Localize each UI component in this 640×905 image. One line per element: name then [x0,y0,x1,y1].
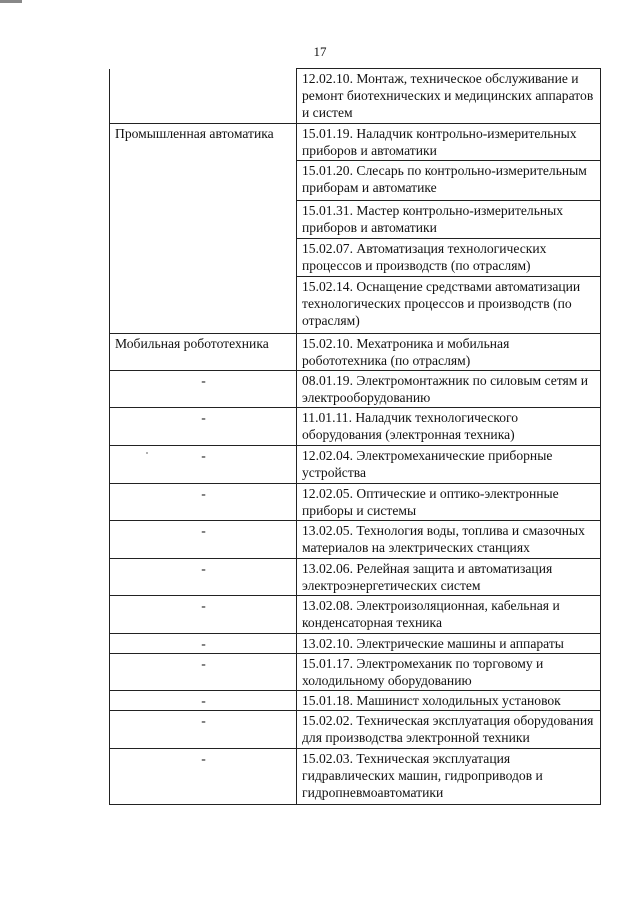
table-row [110,559,601,596]
area-cell: - [110,634,297,654]
table-row [110,654,601,691]
specialty-cell: 12.02.04. Электромеханические приборные устройства [297,446,601,484]
area-cell [110,69,297,124]
specialty-cell: 13.02.10. Электрические машины и аппараты [297,634,601,654]
area-cell: - [110,446,297,484]
area-cell: - [110,711,297,749]
area-cell: - [110,521,297,559]
specialty-cell: 11.01.11. Наладчик технологического оборудования (электронная техника) [297,408,601,446]
table-row [110,711,601,749]
specialty-cell: 15.02.02. Техническая эксплуатация оборудования для производства электронной техники [297,711,601,749]
table-row [110,484,601,521]
page-number: 17 [313,44,327,59]
table-row [110,124,601,161]
area-cell: Мобильная робототехника [110,334,297,371]
specialty-cell: 13.02.06. Релейная защита и автоматизация электроэнергетических систем [297,559,601,596]
area-cell: - [110,691,297,711]
specialties-table [109,68,601,805]
area-cell: - [110,596,297,634]
area-cell: - [110,408,297,446]
specialty-cell: 12.02.10. Монтаж, техническое обслуживание и ремонт биотехнических и медицинских аппаратов и систем [297,69,601,124]
area-cell: - [110,371,297,408]
area-cell: - [110,654,297,691]
table-row [110,334,601,371]
area-cell: - [110,559,297,596]
table-row [110,371,601,408]
table-row [110,596,601,634]
table-row [110,521,601,559]
scan-corner-mark [0,0,22,3]
specialty-cell: 13.02.05. Технология воды, топлива и смазочных материалов на электрических станциях [297,521,601,559]
specialty-cell: 13.02.08. Электроизоляционная, кабельная и конденсаторная техника [297,596,601,634]
table-row [110,634,601,654]
specialty-cell: 15.01.17. Электромеханик по торговому и холодильному оборудованию [297,654,601,691]
table-row [110,749,601,805]
specialty-cell: 15.01.31. Мастер контрольно-измерительных приборов и автоматики [297,201,601,239]
specialty-cell: 15.01.18. Машинист холодильных установок [297,691,601,711]
table-row [110,691,601,711]
specialty-cell: 15.02.07. Автоматизация технологических процессов и производств (по отраслям) [297,239,601,277]
table-row [110,446,601,484]
specialty-cell: 15.02.03. Техническая эксплуатация гидравлических машин, гидроприводов и гидропневмоавтоматики [297,749,601,805]
specialty-cell: 12.02.05. Оптические и оптико-электронные приборы и системы [297,484,601,521]
table-row [110,69,601,124]
specialty-cell: 15.01.20. Слесарь по контрольно-измерительным приборам и автоматике [297,161,601,201]
specialty-cell: 15.01.19. Наладчик контрольно-измерительных приборов и автоматики [297,124,601,161]
area-cell: - [110,749,297,805]
specialty-cell: 15.02.10. Мехатроника и мобильная робототехника (по отраслям) [297,334,601,371]
specialty-cell: 08.01.19. Электромонтажник по силовым сетям и электрооборудованию [297,371,601,408]
table-row [110,408,601,446]
specialty-cell: 15.02.14. Оснащение средствами автоматизации технологических процессов и производств (по отраслям) [297,277,601,334]
area-cell: - [110,484,297,521]
area-cell: Промышленная автоматика [110,124,297,334]
